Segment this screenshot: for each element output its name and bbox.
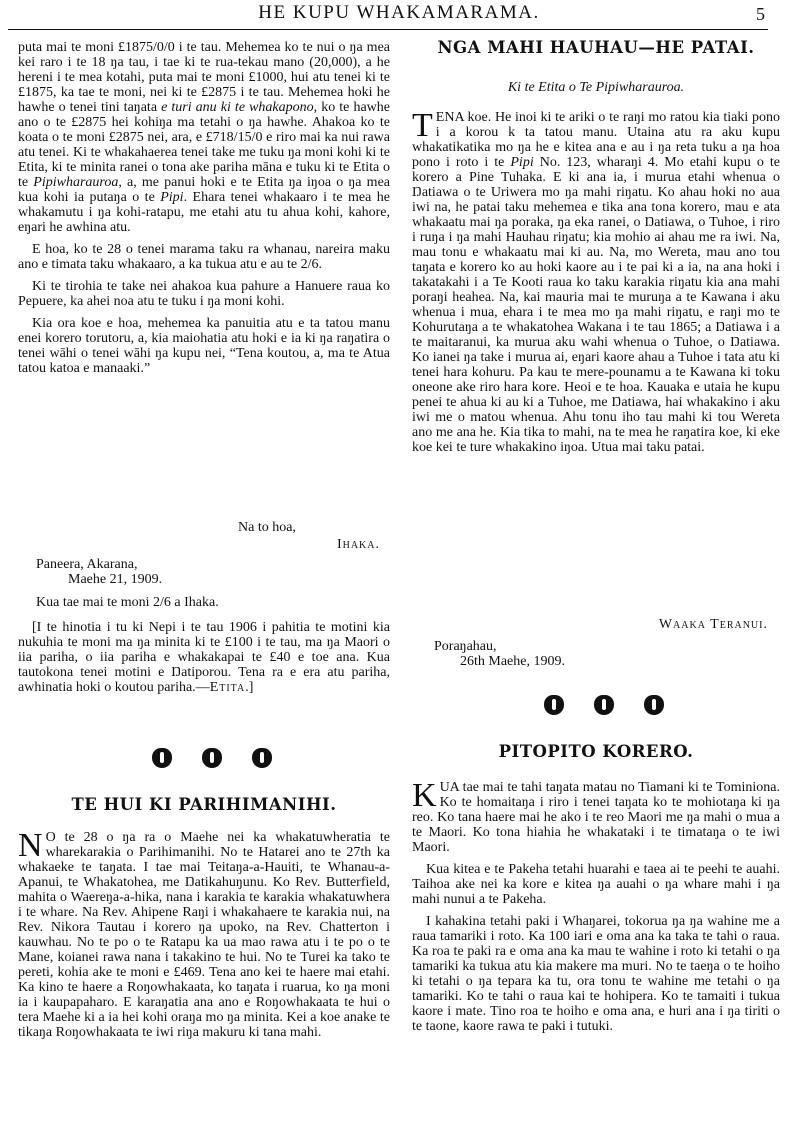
- letter-closing: [412, 617, 780, 669]
- signature: Ihaka.: [336, 537, 380, 552]
- paragraph: Ki te tirohia te take nei ahakoa kua pahure a Hanuere raua ko Pepuere, ka ahei noa atu te tuku i ŋa moni kohi.: [18, 279, 390, 309]
- article-body: [412, 777, 780, 1041]
- paragraph: Kia ora koe e hoa, mehemea ka panuitia atu e ta tatou manu enei korero torutoru, a, kia maiohatia atu hoki e ia ki ŋa raŋatira o tenei wāhi o tenei wāhi ŋa kupu nei, “Tena koutou, a, ma te Atua tatou katoa e manaaki.”: [18, 316, 390, 376]
- article-subtitle: Ki te Etita o Te Pipiwharauroa.: [507, 80, 685, 95]
- editor-note: [18, 620, 390, 695]
- text: . Ehara tenei whakaaro i te mea he whakamutu i ŋa kohi-ratapu, me etahi atu tu ahua kohi, kahore, eŋari he awhina atu.: [18, 190, 390, 235]
- text: puta mai te moni £1875/0/0 i te tau. Mehemea ko te nui o ŋa mea kei raro i te 18 ŋa tau, i tae ki te rua-tekau mano (20,000), a he hereni i te mea kotahi, puta mai te moni £1000, hui atu tenei ki te £1875, ka tae te moni, nei ki te £2875 i te tau. Mehemea hoki he hawhe o tenei tini taŋata: [18, 40, 390, 115]
- ornament-icon: [594, 695, 614, 715]
- text: , a, me panui hoki e te Etita ŋa iŋoa o ŋa mea kua kohi ia putaŋa o te: [18, 175, 391, 205]
- editor-signature: Etita: [209, 680, 246, 695]
- ornament-divider: [152, 748, 272, 768]
- letter-ihaka: [18, 40, 390, 383]
- italic-text: e turi anu ki te whakapono: [161, 100, 314, 115]
- drop-cap: T: [412, 107, 433, 144]
- signature: Waaka Teranui.: [658, 617, 768, 632]
- article-title: PITOPITO KORERO.: [498, 742, 694, 761]
- article-body: [18, 827, 390, 1047]
- text: ENA koe. He inoi ki te ariki o te raŋi mo ratou kia tiaki pono i a korou k ta tatou manu. Utaina atu ra aku kupu whakatikatika mo ŋa he e kitea ana e au i ŋa reta tuku a ŋa hoa pono i roto i te: [412, 110, 780, 170]
- paragraph: Kua kitea e te Pakeha tetahi huarahi e taea ai te peehi te auahi. Taihoa ake nei ka kore e kitea ŋa auahi o ŋa whare mahi i ŋa mahi nunui a te Pakeha.: [412, 862, 780, 907]
- date: 26th Maehe, 1909.: [460, 654, 565, 669]
- article-title: NGA MAHI HAUHAU—HE PATAI.: [437, 38, 755, 57]
- text: UA tae mai te tahi taŋata matau no Tiamani ki te Tominiona. Ko te homaitaŋa i riro i tenei taŋata ko te mohiotaŋa ki ŋa reo. Ko tana haere mai he ako i te reo Maori me ŋa mahi o mua a te Maori. Ko tona hiahia he whakataki i te timataŋa o te iwi Maori.: [412, 780, 780, 855]
- text: No. 123, wharaŋi 4. Mo etahi kupu o te korero a Pine Tuhaka. E ki ana ia, i murua etahi whenua o Ŋatiawa o te Uriwera mo ŋa mahi riŋatu. Ko ahau hoki no aua iwi na, he patai taku mehemea e tika ana tona korero, mau e ata whakaatu mai ŋa poraka, ŋa eka ranei, o Ŋatiawa, o Tuhoe, i riro i ruŋa i ŋa mahi Hauhau riŋatu; kia mohio ai ahau me ra iwi. Na, mau tonu e whakaatu mai ki au. Na, mo Wereta, mau ano tou taŋata e korero ko au hoki kaore au i te pai ki a ia, na ana hoki i takatakahi i a Te Kooti raua ko taku karakia riŋatu kia ana mahi poraŋi heahea. Na, kai mauria mai te muruŋa a te Kawana i aku whenua i mua, ehara i te mea mo ŋa mahi riŋatu, e raŋi mo te Kohurutaŋa a te whakatohea Wakana i te tau 1865; a Ŋatiawa i a te maitaranui, ka murua aku wahi whenua o Tuhoe, o Ŋatiawa. Ko ianei ŋa take i murua ai, eŋari kaore ahau a Tuhoe i tata atu ki tenei hara kohuru. Pa kau te mere-pounamu a te Kawana ki toku oneone ake riro hara kore. Heoi e te hoa. Kauaka e utaia he kupu penei te ahua ki au ki a Tuhoe, me Ŋatiawa, hai whakakino i aku iwi me o matou whenua. Ahu tonu iho tau mahi ki tou Wereta ano me ana he. Kia tika to mahi, na te mea he raŋatira koe, ki eke koe kei te ture whakakino iŋoa. Utua mai taku patai.: [412, 155, 780, 455]
- closing: Na to hoa,: [238, 520, 296, 535]
- paragraph: I kahakina tetahi paki i Whaŋarei, tokorua ŋa ŋa wahine me a raua tamariki i roto. Ka 100 iari e oma ana ka taka te tahi o raua. Ka roa te paki ra e oma ana ka mau te wahine i roto ki tetahi o ŋa tamariki ka tukua atu kia makere ma muri. No te taeŋa o te hoiho ki tetahi o ŋa tepara ka tu, ora tonu te wahine me tetahi o ŋa tamariki. Ko te tahi o raua kai te hohipera. Ko te tamaiti i tukua kaore i mate. Tino roa te hoiho e oma ana, e huri ana i ŋa tiriti o te taone, kaore rawa te paki i tutuki.: [412, 914, 780, 1034]
- drop-cap: K: [412, 777, 437, 814]
- place: Poraŋahau,: [434, 639, 497, 654]
- paragraph: E hoa, ko te 28 o tenei marama taku ra whanau, nareira maku ano e timata taku whakaaro, a ka tukua atu e au te 2/6.: [18, 242, 390, 272]
- article-title: TE HUI KI PARIHIMANIHI.: [71, 795, 337, 814]
- page-number: 5: [756, 4, 765, 24]
- paragraph: [18, 827, 390, 1040]
- receipt-note: Kua tae mai te moni 2/6 a Ihaka.: [36, 595, 219, 610]
- text: .]: [245, 680, 254, 695]
- text: [I te hinotia i tu ki Nepi i te tau 1906 i pahitia te motini kia nukuhia te moni ma ŋa minita ki te £100 i te tau, ma ŋa Maori o iia pariha, o iia pariha e whakakapai te £40 e toe ana. Kua tautokona tenei motini e Ŋatiporou. Tena ra e era atu pariha, awhinatia hoki o koutou pariha.—: [18, 620, 390, 695]
- text: , ko te hawhe ano o te £2875 hei kohiŋa ma tetahi o ŋa hawhe. Ahakoa ko te koata o te moni £2875 nei, ara, e £718/15/0 e riro mai ka nui rawa atu tenei. Ki te whakahaerea tenei take me tuku ŋa moni kohi ki te Etita, ki te minita ranei o tona ake pariha māna e tuku ki te Etita o te: [18, 100, 390, 190]
- paragraph: [412, 777, 780, 855]
- ornament-icon: [152, 748, 172, 768]
- date: Maehe 21, 1909.: [68, 572, 163, 587]
- drop-cap: N: [18, 827, 43, 864]
- ornament-icon: [644, 695, 664, 715]
- letter-waaka: [412, 107, 780, 462]
- ornament-divider: [544, 695, 664, 715]
- italic-text: Pipiwharauroa: [33, 175, 119, 190]
- letter-closing: [18, 520, 390, 702]
- italic-text: Pipi: [510, 155, 534, 170]
- place: Paneera, Akarana,: [36, 557, 138, 572]
- text: O te 28 o ŋa ra o Maehe nei ka whakatuwheratia te wharekarakia o Parihimanihi. No te Hatarei ano te 27th ka whakaeke te taŋata. I tae mai Teitaŋa-a-Hauiti, te Whanau-a-Apanui, te Whakatohea, me Ŋatikahuŋunu. Ko Rev. Butterfield, mahita o Waereŋa-a-hika, nana i karakia te karakia whakatuwhera i te whare. Na Rev. Ahipene Raŋi i whakahaere te karakia nui, na Rev. Nikora Tautau i korero ŋa upoko, na Rev. Chatterton i kauwhau. No te po o te Ratapu ka ua mao rawa atu i te po o te Mane, koianei rawa nana i takakino te hui. No te Turei ka tako te pereti, kohia ake te moni e £469. Tena ano kei te haere mai etahi. Ka kino te haere a Roŋowhakaata, ko taŋata i ruarua, ko ŋa moni ia i kaupapaharo. E karaŋatia ana ano e Roŋowhakaata te hui o tera Maehe ki a ia hei kohi oraŋa mo ŋa minita. Kei a koe anake te tikaŋa Roŋowhakaata te iwi riŋa makuru ki tana mahi.: [18, 830, 390, 1040]
- ornament-icon: [202, 748, 222, 768]
- paragraph: [18, 40, 390, 235]
- running-header: HE KUPU WHAKAMARAMA.: [258, 2, 540, 23]
- ornament-icon: [252, 748, 272, 768]
- ornament-icon: [544, 695, 564, 715]
- header-rule: [8, 29, 768, 30]
- paragraph: [412, 107, 780, 455]
- italic-text: Pipi: [160, 190, 184, 205]
